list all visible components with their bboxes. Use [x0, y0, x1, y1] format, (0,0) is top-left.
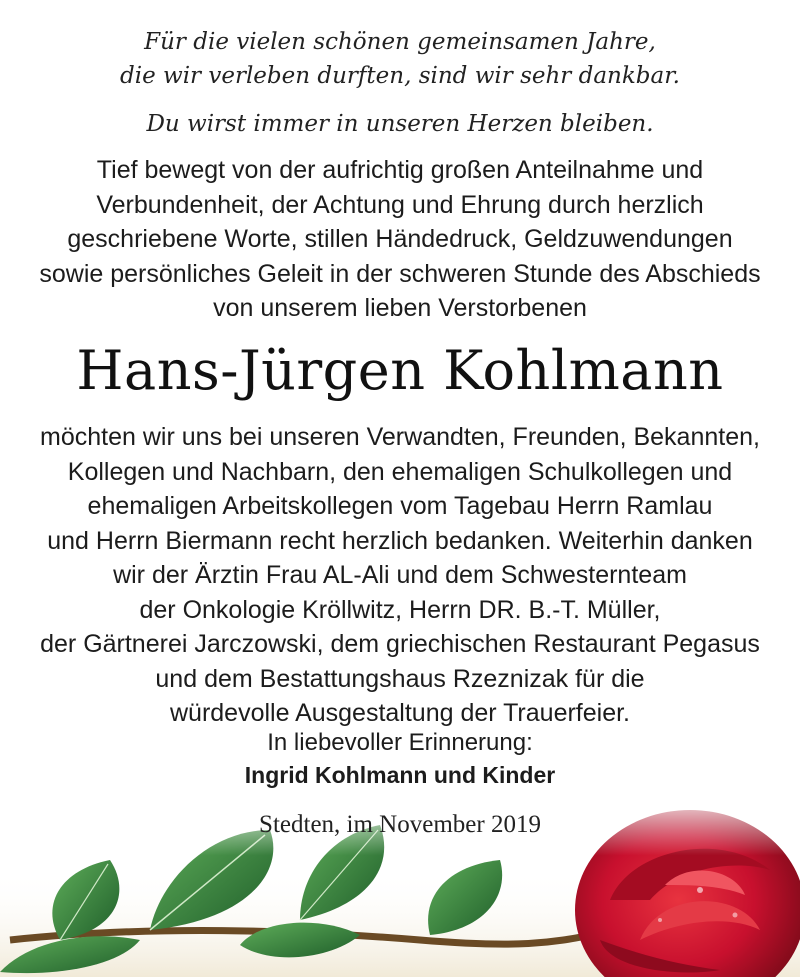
opening-quote	[0, 25, 800, 93]
thanks-paragraph	[0, 420, 800, 731]
closing-block	[0, 726, 800, 792]
text-line: Kollegen und Nachbarn, den ehemaligen Schulkollegen und	[67, 457, 733, 486]
text-line: und dem Bestattungshaus Rzeznizak für die	[155, 664, 645, 693]
remembrance-line: In liebevoller Erinnerung:	[267, 729, 533, 756]
text-line: wir der Ärztin Frau AL-Ali und dem Schwesternteam	[113, 561, 687, 589]
quote-line: die wir verleben durften, sind wir sehr dankbar.	[120, 63, 680, 89]
text-line: Tief bewegt von der aufrichtig großen Anteilnahme und	[96, 156, 704, 184]
place-date: Stedten, im November 2019	[259, 811, 541, 838]
text-line: von unserem lieben Verstorbenen	[213, 294, 587, 322]
text-line: der Onkologie Kröllwitz, Herrn DR. B.-T. Müller,	[139, 595, 661, 624]
text-line: würdevolle Ausgestaltung der Trauerfeier.	[170, 699, 630, 727]
text-line: der Gärtnerei Jarczowski, dem griechischen Restaurant Pegasus	[40, 630, 760, 658]
intro-paragraph	[0, 153, 800, 326]
text-line: möchten wir uns bei unseren Verwandten, Freunden, Bekannten,	[40, 423, 760, 451]
deceased-name: Hans-Jürgen Kohlmann	[76, 339, 724, 402]
text-line: sowie persönliches Geleit in der schweren Stunde des Abschieds	[39, 259, 761, 288]
text-line: und Herrn Biermann recht herzlich bedanken. Weiterhin danken	[47, 526, 753, 555]
quote-line: Für die vielen schönen gemeinsamen Jahre,	[144, 29, 656, 55]
remembrance-quote: Du wirst immer in unseren Herzen bleiben.	[146, 111, 654, 137]
text-line: Verbundenheit, der Achtung und Ehrung durch herzlich	[96, 190, 704, 219]
text-line: geschriebene Worte, stillen Händedruck, Geldzuwendungen	[67, 225, 733, 253]
text-line: ehemaligen Arbeitskollegen vom Tagebau Herrn Ramlau	[87, 492, 713, 520]
signers: Ingrid Kohlmann und Kinder	[244, 762, 556, 788]
